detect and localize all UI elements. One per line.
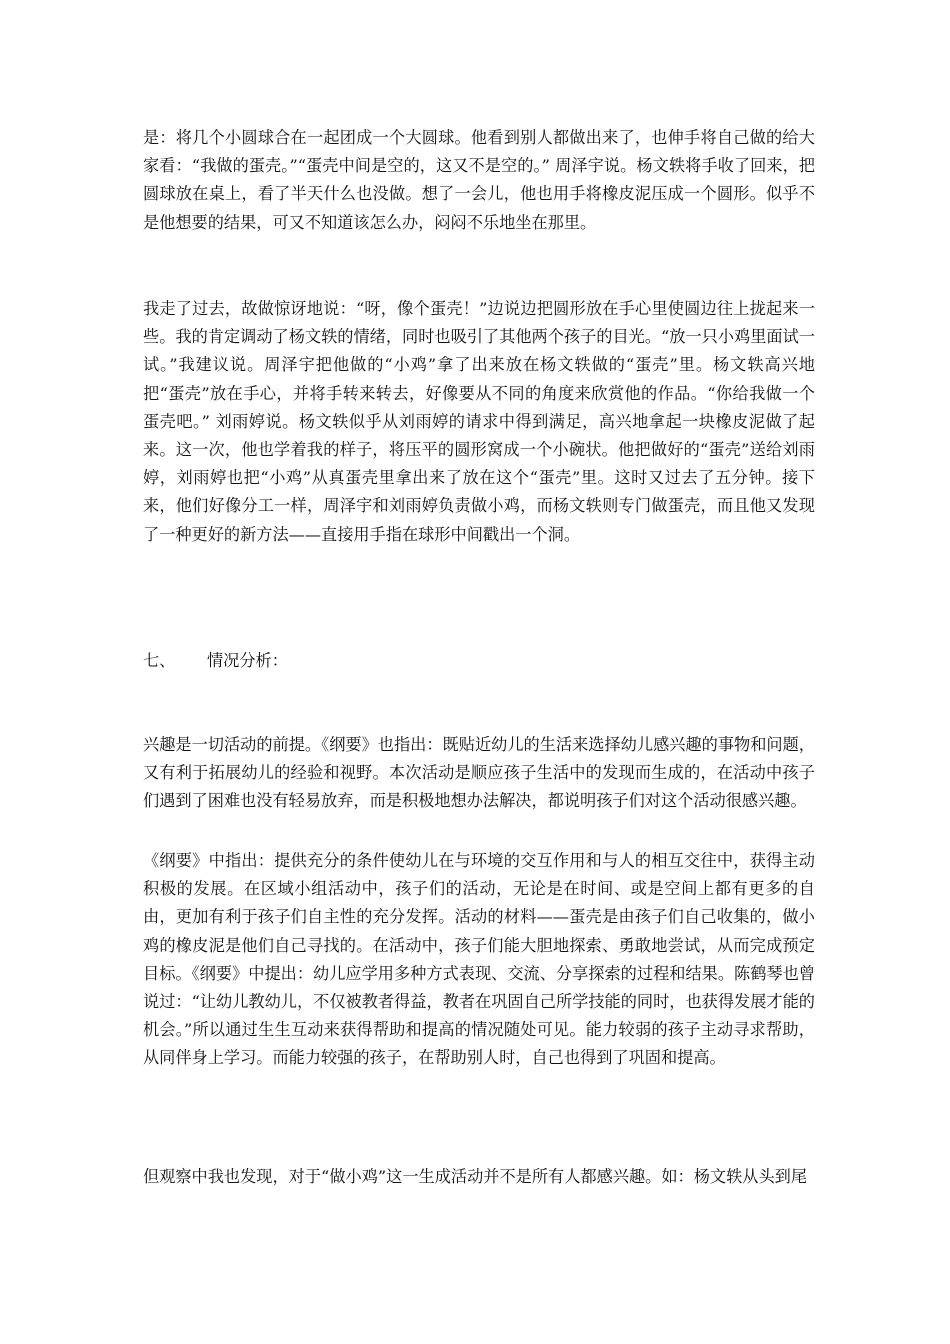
paragraph-4: 《纲要》中指出：提供充分的条件使幼儿在与环境的交互作用和与人的相互交往中，获得主动积极的发展。在区域小组活动中，孩子们的活动，无论是在时间、或是空间上都有更多的自由，更加有利于孩子们自主性的充分发挥。活动的材料——蛋壳是由孩子们自己收集的，做小鸡的橡皮泥是他们自己寻找的。在活动中，孩子们能大胆地探索、勇敢地尝试，从而完成预定目标。《纲要》中提出：幼儿应学用多种方式表现、交流、分享探索的过程和结果。陈鹤琴也曾说过：“让幼儿教幼儿，不仅被教者得益，教者在巩固自己所学技能的同时，也获得发展才能的机会。”所以通过生生互动来获得帮助和提高的情况随处可见。能力较弱的孩子主动寻求帮助，从同伴身上学习。而能力较强的孩子，在帮助别人时，自己也得到了巩固和提高。	[143, 851, 815, 1068]
paragraph-1: 是：将几个小圆球合在一起团成一个大圆球。他看到别人都做出来了，也伸手将自己做的给大家看：“我做的蛋壳。”“蛋壳中间是空的，这又不是空的。” 周泽宇说。杨文轶将手收了回来，把圆球放在桌上，看了半天什么也没做。想了一会儿，他也用手将橡皮泥压成一个圆形。似乎不是他想要的结果，可又不知道该怎么办，闷闷不乐地坐在那里。	[143, 128, 815, 232]
section-heading-number: 七、	[143, 651, 176, 670]
paragraph-3: 兴趣是一切活动的前提。《纲要》也指出：既贴近幼儿的生活来选择幼儿感兴趣的事物和问题，又有利于拓展幼儿的经验和视野。本次活动是顺应孩子生活中的发现而生成的，在活动中孩子们遇到了困难也没有轻易放弃，而是积极地想办法解决，都说明孩子们对这个活动很感兴趣。	[143, 735, 815, 811]
section-heading-title: 情况分析：	[207, 651, 288, 670]
section-heading	[143, 647, 288, 675]
paragraph-5: 但观察中我也发现，对于“做小鸡”这一生成活动并不是所有人都感兴趣。如：杨文轶从头到尾	[143, 1167, 808, 1186]
paragraph-2: 我走了过去，故做惊讶地说：“呀，像个蛋壳！”边说边把圆形放在手心里使圆边往上拢起来一些。我的肯定调动了杨文轶的情绪，同时也吸引了其他两个孩子的目光。“放一只小鸡里面试一试。”我建议说。周泽宇把他做的“小鸡”拿了出来放在杨文轶做的“蛋壳”里。杨文轶高兴地把“蛋壳”放在手心，并将手转来转去，好像要从不同的角度来欣赏他的作品。“你给我做一个蛋壳吧。” 刘雨婷说。杨文轶似乎从刘雨婷的请求中得到满足，高兴地拿起一块橡皮泥做了起来。这一次，他也学着我的样子，将压平的圆形窝成一个小碗状。他把做好的“蛋壳”送给刘雨婷，刘雨婷也把“小鸡”从真蛋壳里拿出来了放在这个“蛋壳”里。这时又过去了五分钟。接下来，他们好像分工一样，周泽宇和刘雨婷负责做小鸡，而杨文轶则专门做蛋壳，而且他又发现了一种更好的新方法——直接用手指在球形中间戳出一个洞。	[143, 299, 815, 544]
